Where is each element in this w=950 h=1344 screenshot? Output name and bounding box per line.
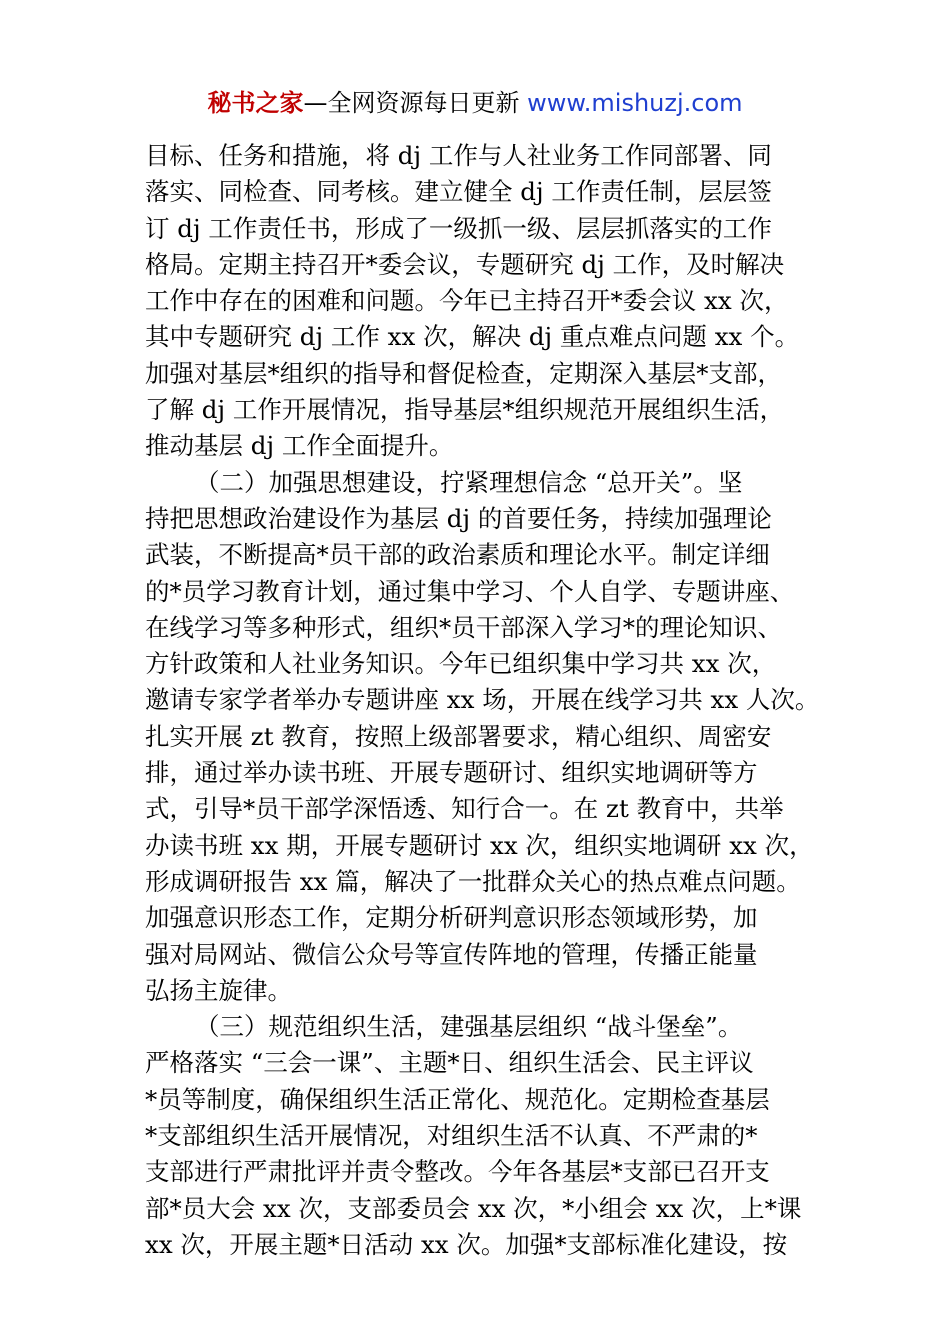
text-line: 弘扬主旋律。	[145, 975, 292, 1005]
page-header	[0, 86, 950, 120]
text-line: 的*员学习教育计划，通过集中学习、个人自学、专题讲座、	[145, 576, 795, 606]
text-line: *支部组织生活开展情况，对组织生活不认真、不严肃的*	[145, 1121, 758, 1151]
text-line: 推动基层 dj 工作全面提升。	[145, 431, 454, 461]
text-line: 支部进行严肃批评并责令整改。今年各基层*支部已召开支	[145, 1157, 770, 1187]
text-line: 其中专题研究 dj 工作 xx 次，解决 dj 重点难点问题 xx 个。	[145, 322, 800, 352]
text-line: 邀请专家学者举办专题讲座 xx 场，开展在线学习共 xx 人次。	[145, 685, 820, 715]
text-line: 部*员大会 xx 次，支部委员会 xx 次，*小组会 xx 次，上*课	[145, 1193, 802, 1223]
website-link[interactable]: www.mishuzj.com	[527, 89, 743, 117]
text-line: 方针政策和人社业务知识。今年已组织集中学习共 xx 次，	[145, 649, 777, 679]
text-line: 排，通过举办读书班、开展专题研讨、组织实地调研等方	[145, 758, 758, 788]
text-line: 办读书班 xx 期，开展专题研讨 xx 次，组织实地调研 xx 次，	[145, 830, 814, 860]
section-heading-line: （二）加强思想建设，拧紧理想信念 “总开关”。坚	[195, 467, 743, 497]
text-line: 形成调研报告 xx 篇，解决了一批群众关心的热点难点问题。	[145, 866, 801, 896]
text-line: 目标、任务和措施，将 dj 工作与人社业务工作同部署、同	[145, 141, 772, 170]
text-line: 扎实开展 zt 教育，按照上级部署要求，精心组织、周密安	[145, 721, 772, 751]
document-body	[145, 138, 835, 1263]
text-line: 落实、同检查、同考核。建立健全 dj 工作责任制，层层签	[145, 177, 772, 207]
text-line: 了解 dj 工作开展情况，指导基层*组织规范开展组织生活，	[145, 395, 785, 425]
text-line: 加强意识形态工作，定期分析研判意识形态领域形势，加	[145, 903, 758, 933]
text-line: 强对局网站、微信公众号等宣传阵地的管理，传播正能量	[145, 939, 758, 969]
text-line: *员等制度，确保组织生活正常化、规范化。定期检查基层	[145, 1084, 770, 1114]
text-line: 格局。定期主持召开*委会议，专题研究 dj 工作，及时解决	[145, 249, 785, 279]
brand-name: 秘书之家	[207, 89, 304, 117]
text-line: 在线学习等多种形式，组织*员干部深入学习*的理论知识、	[145, 612, 782, 642]
text-line: 工作中存在的困难和问题。今年已主持召开*委会议 xx 次，	[145, 286, 789, 316]
text-line: 加强对基层*组织的指导和督促检查，定期深入基层*支部，	[145, 358, 782, 388]
text-line: 持把思想政治建设作为基层 dj 的首要任务，持续加强理论	[145, 503, 772, 533]
text-line: 武装，不断提高*员干部的政治素质和理论水平。制定详细	[145, 540, 770, 570]
text-line: 严格落实 “三会一课”、主题*日、组织生活会、民主评议	[145, 1048, 754, 1078]
text-line: 订 dj 工作责任书，形成了一级抓一级、层层抓落实的工作	[145, 213, 772, 243]
text-line: xx 次，开展主题*日活动 xx 次。加强*支部标准化建设，按	[145, 1229, 788, 1259]
text-line: 式，引导*员干部学深悟透、知行合一。在 zt 教育中，共举	[145, 794, 784, 824]
section-heading-line: （三）规范组织生活，建强基层组织 “战斗堡垒”。	[195, 1012, 743, 1042]
header-tagline: —全网资源每日更新	[303, 89, 528, 117]
